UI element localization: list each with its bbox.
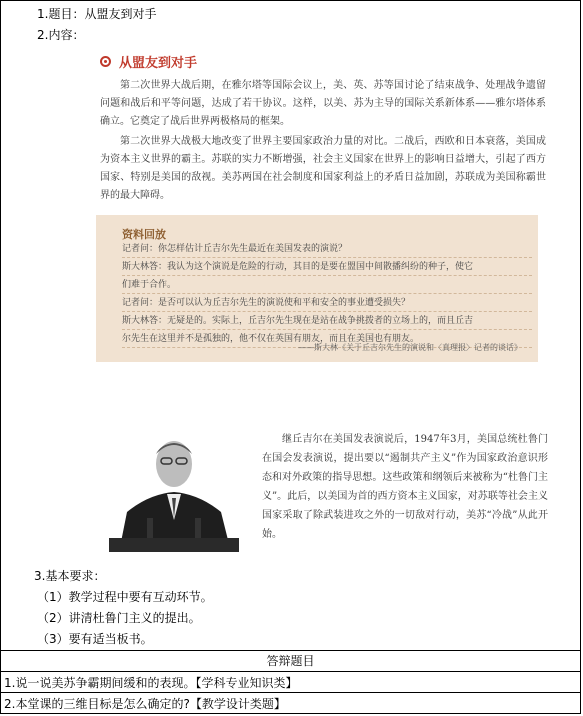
defense-question-2: 2.本堂课的三维目标是怎么确定的?【教学设计类题】 [4,697,286,711]
divider [0,650,581,651]
topic-line: 1.题目：从盟友到对手 [37,7,157,21]
divider [0,671,581,672]
requirement-item: （3）要有适当板书。 [37,632,153,646]
section-title: 从盟友到对手 [119,56,198,71]
dialogue-line: 们难于合作。 [122,276,532,294]
requirement-item: （1）教学过程中要有互动环节。 [37,590,213,604]
panel-heading: 资料回放 [122,228,166,241]
truman-photo [109,432,239,552]
dialogue-line: 尔先生在这里并不是孤独的，他不仅在英国有朋友，而且在美国也有朋友。 [122,330,532,348]
requirements-heading: 3.基本要求： [34,569,106,583]
paragraph-2: 第二次世界大战极大地改变了世界主要国家政治力量的对比。二战后，西欧和日本衰落，美国成为资本主义世界的霸主。苏联的实力不断增强，社会主义国家在世界上的影响日益增大，引起了西方国家、特别是美国的敌视。美苏两国在社会制度和国家利益上的矛盾日益加剧，苏联成为美国称霸世界的最大障碍。 [100,136,546,201]
source-material-panel [96,215,538,362]
content-label: 2.内容： [37,28,85,42]
photo-caption: 继丘吉尔在美国发表演说后，1947年3月，美国总统杜鲁门在国会发表演说，提出要以“遏制共产主义”作为国家政治意识形态和对外政策的指导思想。这些政策和纲领后来被称为“杜鲁门主义”。此后，以美国为首的西方资本主义国家，对苏联等社会主义国家采取了除武装进攻之外的一切敌对行动，美苏“冷战”从此开始。 [262,434,548,540]
dialogue-line: 斯大林答：无疑是的。实际上，丘吉尔先生现在是站在战争挑拨者的立场上的，而且丘吉 [122,312,532,330]
requirement-item: （2）讲清杜鲁门主义的提出。 [37,611,201,625]
defense-question-1: 1.说一说美苏争霸期间缓和的表现。【学科专业知识类】 [4,676,298,690]
target-bullet-icon [100,56,111,67]
section-heading [100,52,197,71]
dialogue-line: 斯大林答：我认为这个演说是危险的行动，其目的是要在盟国中间散播纠纷的种子，使它 [122,258,532,276]
dialogue-line: 记者问：是否可以认为丘吉尔先生的演说使和平和安全的事业遭受损失？ [122,294,532,312]
divider [0,692,581,693]
dialogue-line: 记者问：你怎样估计丘吉尔先生最近在美国发表的演说？ [122,240,532,258]
dialogue [122,240,532,348]
defense-title: 答辩题目 [266,654,315,668]
citation: ——斯大林《关于丘吉尔先生的演说和〈真理报〉记者的谈话》 [298,343,522,352]
paragraph-1: 第二次世界大战后期，在雅尔塔等国际会议上，美、英、苏等国讨论了结束战争、处理战争遗留问题和战后和平等问题，达成了若干协议。这样，以美、苏为主导的国际关系新体系——雅尔塔体系确立。它奠定了战后世界两极格局的框架。 [100,80,546,127]
textbook-excerpt [86,40,548,560]
